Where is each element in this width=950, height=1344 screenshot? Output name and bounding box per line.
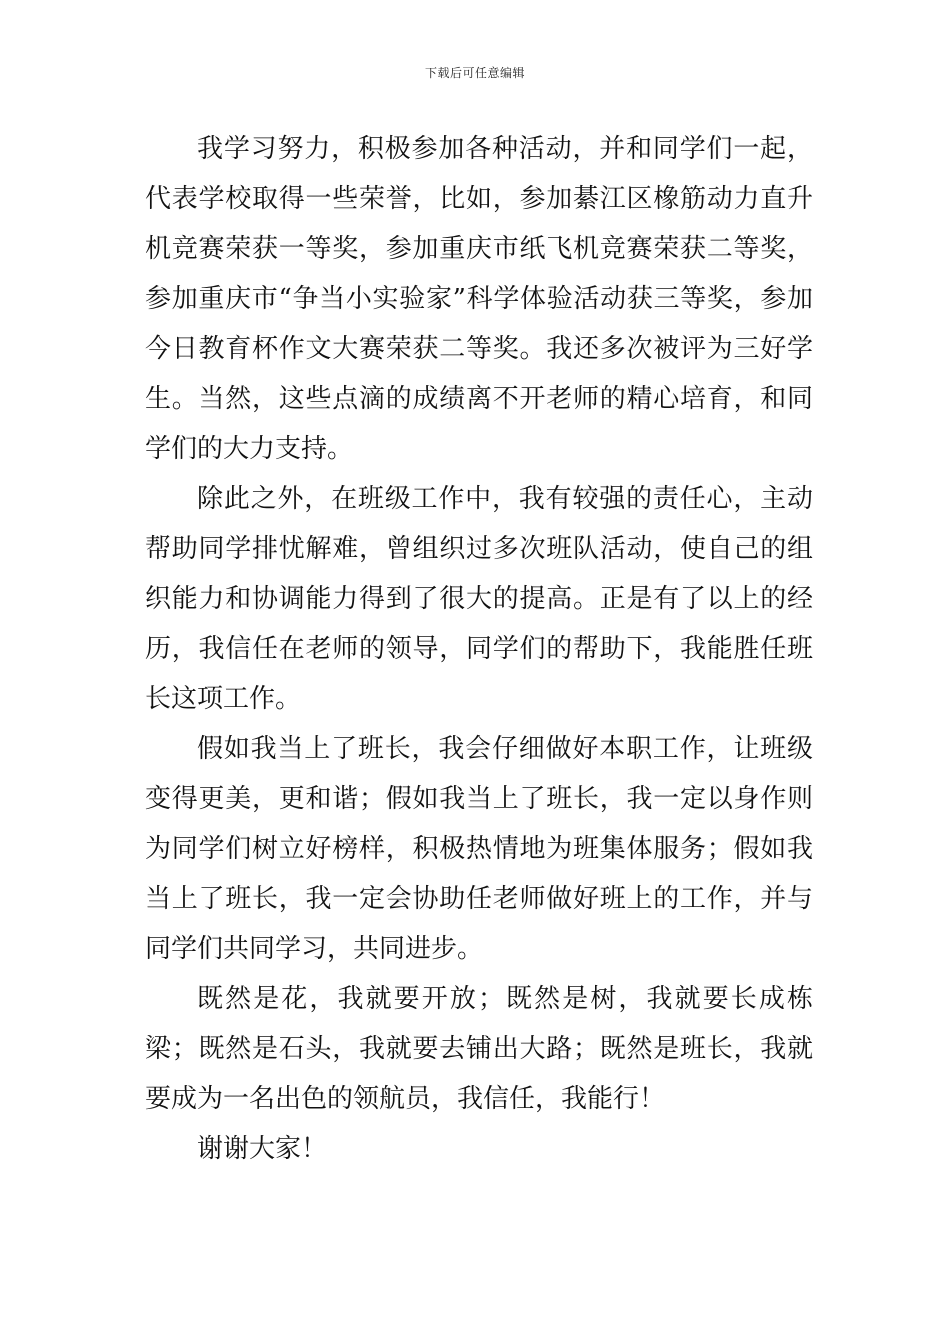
paragraph-achievements: 我学习努力，积极参加各种活动，并和同学们一起，代表学校取得一些荣誉，比如，参加綦江区橡筋动力直升机竞赛荣获一等奖，参加重庆市纸飞机竞赛荣获二等奖，参加重庆市“争当小实验家”科学体验活动获三等奖，参加今日教育杯作文大赛荣获二等奖。我还多次被评为三好学生。当然，这些点滴的成绩离不开老师的精心培育，和同学们的大力支持。 xyxy=(145,134,813,464)
paragraph-if-monitor: 假如我当上了班长，我会仔细做好本职工作，让班级变得更美，更和谐；假如我当上了班长，我一定以身作则为同学们树立好榜样，积极热情地为班集体服务；假如我当上了班长，我一定会协助任老师做好班上的工作，并与同学们共同学习，共同进步。 xyxy=(145,734,813,964)
paragraph-thanks: 谢谢大家！ xyxy=(197,1134,328,1164)
document-body xyxy=(145,124,813,1174)
paragraph-class-work: 除此之外，在班级工作中，我有较强的责任心，主动帮助同学排忧解难，曾组织过多次班队活动，使自己的组织能力和协调能力得到了很大的提高。正是有了以上的经历，我信任在老师的领导，同学们的帮助下，我能胜任班长这项工作。 xyxy=(145,484,813,714)
page-header: 下载后可任意编辑 xyxy=(424,66,525,80)
paragraph-resolve: 既然是花，我就要开放；既然是树，我就要长成栋梁；既然是石头，我就要去铺出大路；既然是班长，我就要成为一名出色的领航员，我信任，我能行！ xyxy=(145,984,813,1114)
